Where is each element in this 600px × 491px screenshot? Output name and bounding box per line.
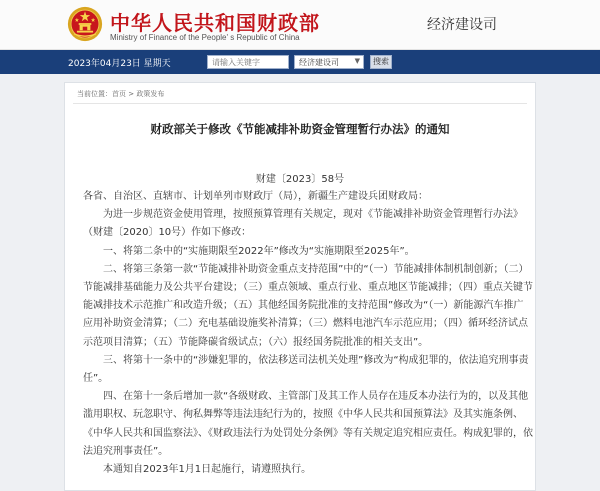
search-button[interactable]: 搜索 <box>370 55 392 69</box>
site-header <box>0 0 600 50</box>
category-select[interactable] <box>294 55 364 69</box>
document-paragraph: 为进一步规范资金使用管理，按照预算管理有关规定，现对《节能减排补助资金管理暂行办法》（财建〔2020〕10号）作如下修改： <box>83 209 523 239</box>
nav-bar <box>0 50 600 74</box>
chevron-down-icon: ▼ <box>354 57 360 65</box>
document-paragraph: 一、将第二条中的“实施期限至2022年”修改为“实施期限至2025年”。 <box>103 245 415 257</box>
document-paragraph: 二、将第三条第一款“节能减排补助资金重点支持范围”中的“（一）节能减排体制机制创新；（二）节能减排基础能力及公共平台建设；（三）重点领域、重点行业、重点地区节能减排；（四）重点关键节能减排技术示范推广和改造升级；（五）其他经国务院批准的支持范围”修改为“（一）新能源汽车推广应用补助资金清算；（二）充电基础设施奖补清算；（三）燃料电池汽车示范应用；（四）循环经济试点示范项目清算；（五）节能降碳省级试点；（六）报经国务院批准的相关支出”。 <box>83 263 533 348</box>
national-emblem-icon[interactable] <box>67 6 103 42</box>
document-number: 财建〔2023〕58号 <box>255 174 345 185</box>
document-paragraph: 本通知自2023年1月1日起施行，请遵照执行。 <box>103 464 312 476</box>
document-paragraph: 各省、自治区、直辖市、计划单列市财政厅（局），新疆生产建设兵团财政局： <box>83 191 428 202</box>
category-select-value: 经济建设司 <box>299 58 339 67</box>
ministry-name-cn[interactable]: 中华人民共和国财政部 <box>110 11 320 35</box>
document-body <box>83 188 533 479</box>
breadcrumb <box>77 89 164 99</box>
ministry-name-en: Ministry of Finance of the People' s Republic of China <box>110 33 300 42</box>
breadcrumb-prefix: 当前位置： <box>77 90 112 98</box>
search-input[interactable] <box>207 55 289 69</box>
divider <box>73 103 527 104</box>
breadcrumb-separator: > <box>126 90 137 98</box>
breadcrumb-home-link[interactable]: 首页 <box>112 90 126 98</box>
document-paragraph: 三、将第十一条中的“涉嫌犯罪的，依法移送司法机关处理”修改为“构成犯罪的，依法追究刑事责任”。 <box>83 354 529 385</box>
document-title: 财政部关于修改《节能减排补助资金管理暂行办法》的通知 <box>150 122 450 136</box>
document-paragraph: 四、在第十一条后增加一款“各级财政、主管部门及其工作人员存在违反本办法行为的，以及其他滥用职权、玩忽职守、徇私舞弊等违法违纪行为的，按照《中华人民共和国预算法》及其实施条例、《中华人民共和国监察法》、《财政违法行为处罚处分条例》等有关规定追究相应责任。构成犯罪的，依法追究刑事责任”。 <box>83 391 533 457</box>
department-name[interactable]: 经济建设司 <box>427 17 497 33</box>
article-panel <box>64 82 536 491</box>
current-date: 2023年04月23日 星期天 <box>68 59 171 69</box>
breadcrumb-section-link[interactable]: 政策发布 <box>136 90 165 98</box>
